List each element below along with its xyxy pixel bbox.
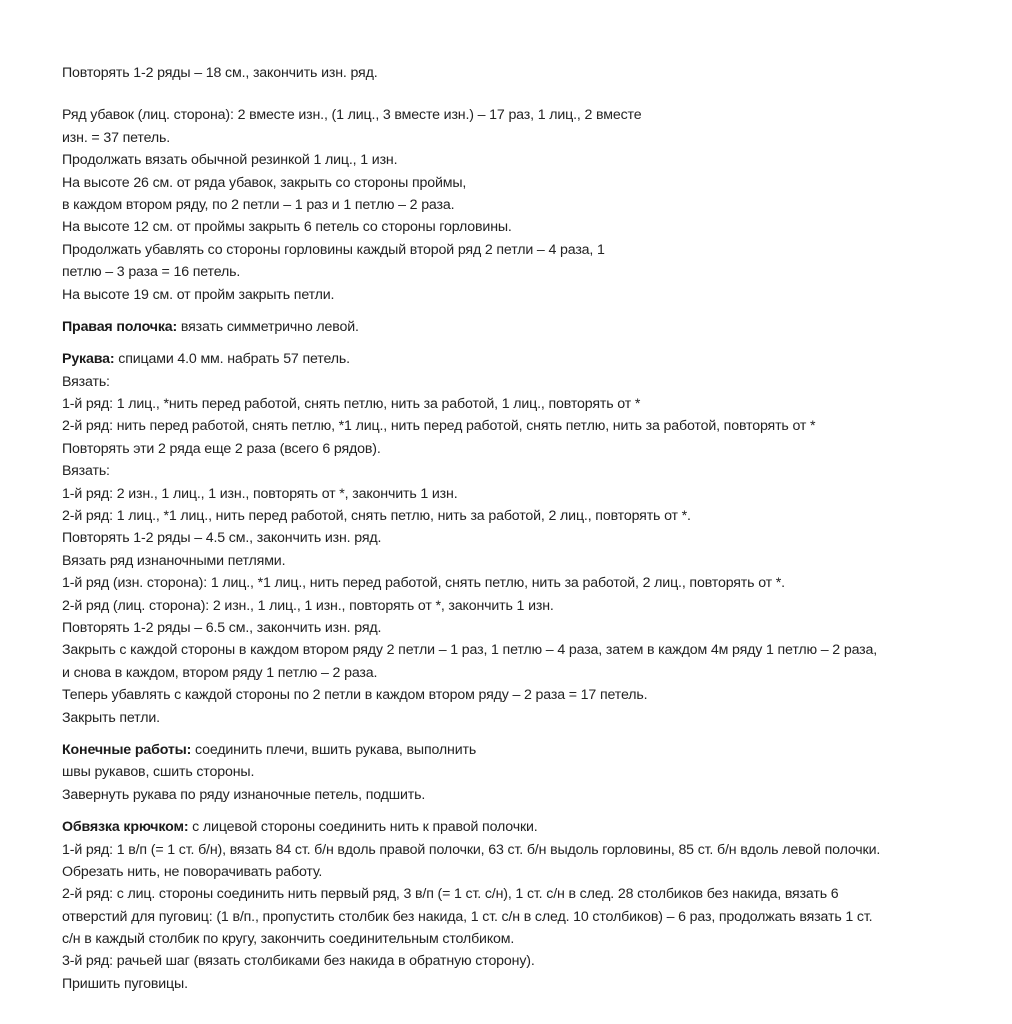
spacer: [62, 306, 1002, 316]
right-front-section: [62, 316, 1002, 338]
section-text: соединить плечи, вшить рукава, выполнить: [191, 741, 477, 758]
text-line: Повторять 1-2 ряды – 4.5 см., закончить изн. ряд.: [62, 530, 382, 547]
finishing-section: [62, 739, 1002, 806]
text-line: Вязать:: [62, 463, 110, 480]
decrease-section: [62, 104, 1002, 306]
sleeves-heading-line: [62, 348, 1002, 370]
text-line: Закрыть петли.: [62, 709, 160, 726]
crochet-heading-line: [62, 816, 1002, 838]
text-line: Завернуть рукава по ряду изнаночные петель, подшить.: [62, 786, 426, 803]
text-line: Вязать:: [62, 373, 110, 390]
section-heading: Конечные работы:: [62, 741, 192, 758]
spacer: [62, 806, 1002, 816]
knitting-pattern-document: [62, 62, 1002, 995]
text-line: Теперь убавлять с каждой стороны по 2 петли в каждом втором ряду – 2 раза = 17 петель.: [62, 687, 648, 704]
text-line: Продолжать вязать обычной резинкой 1 лиц., 1 изн.: [62, 152, 398, 169]
text-line: Вязать ряд изнаночными петлями.: [62, 552, 286, 569]
section-text: спицами 4.0 мм. набрать 57 петель.: [114, 351, 350, 368]
text-line: 2-й ряд: с лиц. стороны соединить нить первый ряд, 3 в/п (= 1 ст. с/н), 1 ст. с/н в след. 28 столбиков без накида, вязать 6: [62, 886, 839, 903]
text-line: На высоте 12 см. от проймы закрыть 6 петель со стороны горловины.: [62, 219, 512, 236]
text-line: швы рукавов, сшить стороны.: [62, 764, 255, 781]
text-line: 1-й ряд (изн. сторона): 1 лиц., *1 лиц., нить перед работой, снять петлю, нить за работой, 2 лиц., повторять от *.: [62, 575, 785, 592]
text-line: Ряд убавок (лиц. сторона): 2 вместе изн., (1 лиц., 3 вместе изн.) – 17 раз, 1 лиц., 2 вместе: [62, 107, 642, 124]
text-line: с/н в каждый столбик по кругу, закончить соединительным столбиком.: [62, 931, 515, 948]
text-line: Повторять 1-2 ряды – 6.5 см., закончить изн. ряд.: [62, 619, 382, 636]
text-line: петлю – 3 раза = 16 петель.: [62, 264, 241, 281]
text-line: На высоте 19 см. от пройм закрыть петли.: [62, 286, 335, 303]
text-line: 2-й ряд (лиц. сторона): 2 изн., 1 лиц., 1 изн., повторять от *, закончить 1 изн.: [62, 597, 554, 614]
text-line: Повторять эти 2 ряда еще 2 раза (всего 6 рядов).: [62, 440, 381, 457]
section-heading: Обвязка крючком:: [62, 819, 189, 836]
spacer: [62, 338, 1002, 348]
text-line: отверстий для пуговиц: (1 в/п., пропустить столбик без накида, 1 ст. с/н в след. 10 столбиков) – 6 раз, продолжать вязать 1 ст.: [62, 908, 873, 925]
text-line: и снова в каждом, втором ряду 1 петлю – 2 раза.: [62, 664, 378, 681]
text-line: Закрыть с каждой стороны в каждом втором ряду 2 петли – 1 раз, 1 петлю – 4 раза, затем в каждом 4м ряду 1 петлю – 2 раза,: [62, 642, 878, 659]
text-line: 1-й ряд: 1 в/п (= 1 ст. б/н), вязать 84 ст. б/н вдоль правой полочки, 63 ст. б/н выдоль горловины, 85 ст. б/н вдоль левой полочки.: [62, 841, 881, 858]
text-line: в каждом втором ряду, по 2 петли – 1 раз и 1 петлю – 2 раза.: [62, 196, 455, 213]
sleeves-section: [62, 348, 1002, 729]
text-line: 1-й ряд: 1 лиц., *нить перед работой, снять петлю, нить за работой, 1 лиц., повторять от *: [62, 396, 641, 413]
section-text: вязать симметрично левой.: [177, 318, 359, 335]
spacer: [62, 84, 1002, 104]
section-heading: Правая полочка:: [62, 318, 178, 335]
finishing-heading-line: [62, 739, 1002, 761]
text-line: 3-й ряд: рачьей шаг (вязать столбиками без накида в обратную сторону).: [62, 953, 535, 970]
text-line: Продолжать убавлять со стороны горловины каждый второй ряд 2 петли – 4 раза, 1: [62, 241, 605, 258]
text-line: 1-й ряд: 2 изн., 1 лиц., 1 изн., повторять от *, закончить 1 изн.: [62, 485, 458, 502]
text-line: На высоте 26 см. от ряда убавок, закрыть со стороны проймы,: [62, 174, 467, 191]
text-line: 2-й ряд: нить перед работой, снять петлю, *1 лиц., нить перед работой, снять петлю, нить за работой, повторять от *: [62, 418, 816, 435]
crochet-edging-section: [62, 816, 1002, 995]
section-text: с лицевой стороны соединить нить к правой полочки.: [188, 819, 538, 836]
section-heading: Рукава:: [62, 351, 115, 368]
repeat-rows-instruction: Повторять 1-2 ряды – 18 см., закончить изн. ряд.: [62, 65, 378, 81]
text-line: Пришить пуговицы.: [62, 975, 188, 992]
text-line: изн. = 37 петель.: [62, 129, 171, 146]
text-line: Обрезать нить, не поворачивать работу.: [62, 863, 323, 880]
text-line: 2-й ряд: 1 лиц., *1 лиц., нить перед работой, снять петлю, нить за работой, 2 лиц., повторять от *.: [62, 508, 691, 525]
spacer: [62, 729, 1002, 739]
